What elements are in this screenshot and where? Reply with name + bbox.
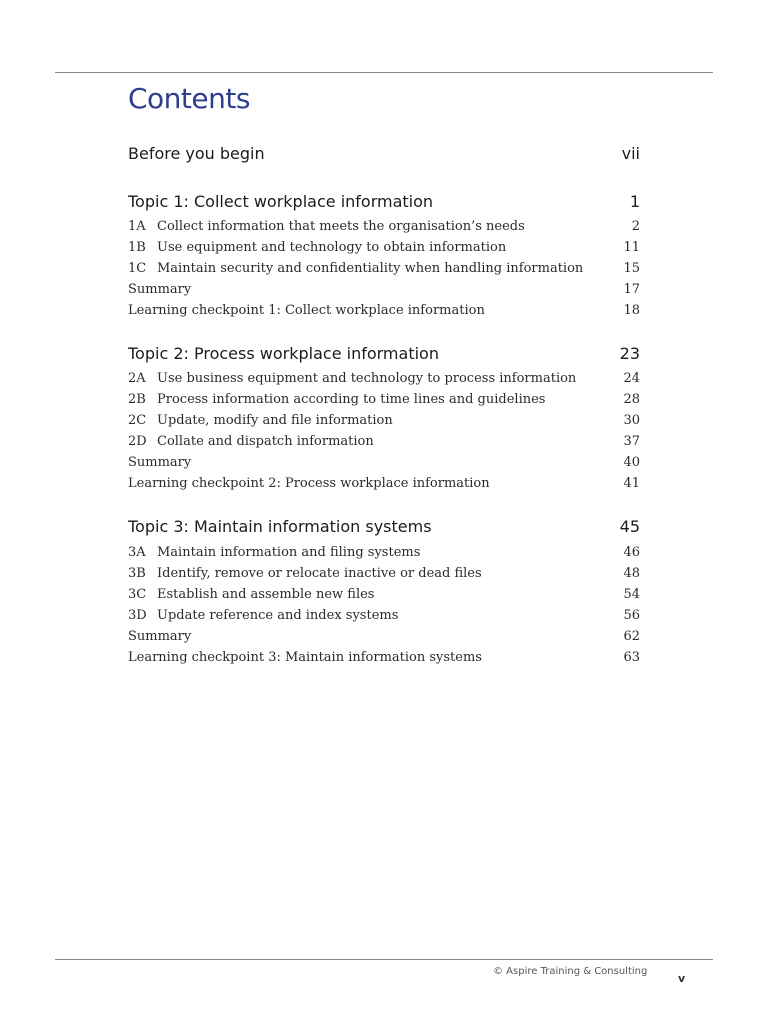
top-rule: [55, 72, 713, 73]
toc-heading-label: Topic 1: Collect workplace information: [128, 192, 434, 211]
toc-heading-topic-3[interactable]: [128, 517, 640, 537]
toc-entry-3a[interactable]: [128, 544, 640, 562]
toc-entry-summary-3[interactable]: [128, 628, 640, 646]
toc-entry-3b[interactable]: [128, 565, 640, 583]
toc-entry-page: 56: [623, 608, 640, 623]
toc-entry-code: 2D: [128, 434, 147, 449]
toc-entry-code: 3C: [128, 587, 147, 602]
toc-entry-page: 41: [623, 476, 640, 491]
toc-entry-2a[interactable]: [128, 370, 640, 388]
toc-entry-page: 11: [623, 240, 640, 255]
toc-entry-3c[interactable]: [128, 586, 640, 604]
toc-entry-3d[interactable]: [128, 607, 640, 625]
footer-copyright: © Aspire Training & Consulting: [493, 966, 648, 977]
toc-heading-page: 45: [619, 517, 640, 536]
toc-heading-label: Topic 3: Maintain information systems: [128, 517, 432, 536]
toc-entry-code: 2B: [128, 392, 146, 407]
toc-heading-topic-1[interactable]: [128, 192, 640, 212]
toc-entry-page: 15: [623, 261, 640, 276]
toc-entry-code: 3B: [128, 566, 146, 581]
toc-heading-page: 1: [629, 192, 640, 211]
page-title: Contents: [128, 82, 250, 115]
toc-entry-page: 48: [623, 566, 640, 581]
toc-entry-label: Maintain security and confidentiality when handling information: [157, 261, 584, 276]
toc-entry-checkpoint-2[interactable]: [128, 475, 640, 493]
toc-entry-code: 3D: [128, 608, 147, 623]
toc-entry-label: Summary: [128, 455, 192, 470]
toc-entry-page: 54: [623, 587, 640, 602]
toc-entry-label: Process information according to time lines and guidelines: [157, 392, 546, 407]
toc-entry-code: 2A: [128, 371, 146, 386]
toc-entry-page: 2: [631, 219, 640, 234]
toc-entry-label: Learning checkpoint 2: Process workplace information: [128, 476, 490, 491]
bottom-rule: [55, 959, 713, 960]
toc-entry-label: Collate and dispatch information: [157, 434, 374, 449]
toc-entry-page: 28: [623, 392, 640, 407]
toc-entry-page: 63: [623, 650, 640, 665]
toc-entry-summary-1[interactable]: [128, 281, 640, 299]
toc-entry-code: 1B: [128, 240, 146, 255]
page-number: v: [678, 972, 686, 985]
toc-entry-page: 24: [623, 371, 640, 386]
toc-entry-code: 1A: [128, 219, 146, 234]
toc-entry-label: Update, modify and file information: [157, 413, 393, 428]
toc-entry-label: Use equipment and technology to obtain information: [157, 240, 507, 255]
toc-entry-page: 18: [623, 303, 640, 318]
toc-entry-label: Learning checkpoint 3: Maintain information systems: [128, 650, 482, 665]
toc-entry-2b[interactable]: [128, 391, 640, 409]
toc-entry-code: 1C: [128, 261, 147, 276]
toc-entry-1b[interactable]: [128, 239, 640, 257]
toc-entry-label: Maintain information and filing systems: [157, 545, 421, 560]
toc-entry-checkpoint-1[interactable]: [128, 302, 640, 320]
toc-entry-page: 37: [623, 434, 640, 449]
toc-entry-label: Update reference and index systems: [157, 608, 399, 623]
toc-entry-page: 40: [623, 455, 640, 470]
toc-heading-topic-2[interactable]: [128, 344, 640, 364]
toc-entry-label: Summary: [128, 629, 192, 644]
toc-entry-label: Use business equipment and technology to process information: [157, 371, 577, 386]
toc-entry-page: 46: [623, 545, 640, 560]
toc-entry-1a[interactable]: [128, 218, 640, 236]
toc-heading-page: 23: [619, 344, 640, 363]
toc-heading-label: Before you begin: [128, 144, 265, 163]
toc-entry-code: 3A: [128, 545, 146, 560]
toc-heading-before[interactable]: [128, 144, 640, 164]
toc-entry-label: Establish and assemble new files: [157, 587, 375, 602]
toc-entry-checkpoint-3[interactable]: [128, 649, 640, 667]
toc-entry-label: Summary: [128, 282, 192, 297]
toc-entry-2c[interactable]: [128, 412, 640, 430]
toc-entry-label: Learning checkpoint 1: Collect workplace information: [128, 303, 485, 318]
toc-entry-summary-2[interactable]: [128, 454, 640, 472]
toc-entry-label: Identify, remove or relocate inactive or dead files: [157, 566, 482, 581]
toc-entry-page: 62: [623, 629, 640, 644]
toc-entry-label: Collect information that meets the organisation’s needs: [157, 219, 525, 234]
toc-entry-page: 17: [623, 282, 640, 297]
toc-heading-page: vii: [621, 144, 640, 163]
toc-heading-label: Topic 2: Process workplace information: [128, 344, 439, 363]
toc-entry-page: 30: [623, 413, 640, 428]
toc-entry-code: 2C: [128, 413, 147, 428]
toc-entry-1c[interactable]: [128, 260, 640, 278]
toc-entry-2d[interactable]: [128, 433, 640, 451]
